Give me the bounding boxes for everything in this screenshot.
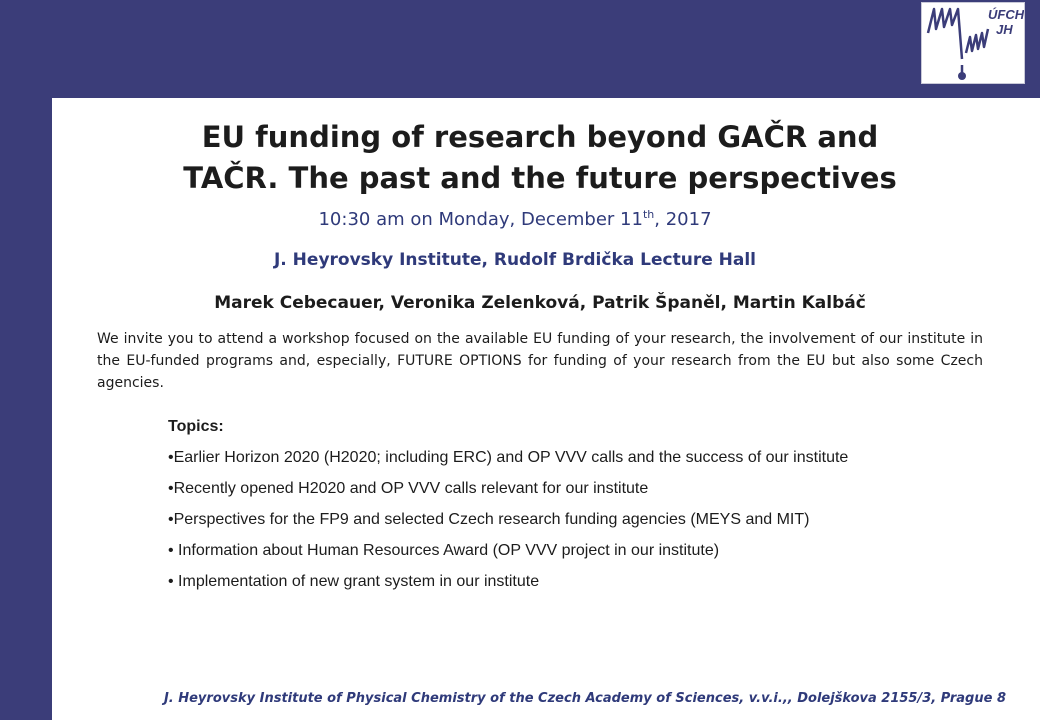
- topic-item: •Perspectives for the FP9 and selected Czech research funding agencies (MEYS and MIT): [168, 511, 810, 528]
- intro-paragraph: We invite you to attend a workshop focused on the available EU funding of your research, the involvement of our institute in the EU-funded programs and, especially, FUTURE OPTIONS for funding of your research from the EU but also some Czech agencies.: [97, 331, 983, 391]
- topic-item: •Earlier Horizon 2020 (H2020; including ERC) and OP VVV calls and the success of our institute: [168, 449, 849, 466]
- event-time-sup: th: [642, 208, 655, 221]
- side-band: [0, 0, 52, 720]
- topic-item: • Implementation of new grant system in our institute: [168, 573, 540, 590]
- title-line-2: TAČR. The past and the future perspectives: [183, 161, 897, 195]
- logo-text-bottom: JH: [996, 22, 1013, 37]
- event-time: [230, 208, 800, 230]
- footer-address: J. Heyrovsky Institute of Physical Chemistry of the Czech Academy of Sciences, v.v.i.,, Dolejškova 2155/3, Prague 8: [163, 691, 1006, 706]
- event-venue: J. Heyrovsky Institute, Rudolf Brdička Lecture Hall: [273, 250, 757, 270]
- topic-item: • Information about Human Resources Award (OP VVV project in our institute): [168, 542, 720, 559]
- speakers: Marek Cebecauer, Veronika Zelenková, Patrik Španěl, Martin Kalbáč: [214, 293, 866, 313]
- event-time-year: , 2017: [654, 209, 712, 230]
- topic-item: •Recently opened H2020 and OP VVV calls relevant for our institute: [168, 480, 649, 497]
- logo-mark-icon: [922, 3, 1024, 83]
- event-time-main: 10:30 am on Monday, December 11: [318, 209, 643, 230]
- topics-list: [168, 411, 908, 597]
- header-band: [0, 0, 1040, 98]
- institute-logo: [921, 2, 1025, 84]
- title-line-1: EU funding of research beyond GAČR and: [201, 120, 879, 154]
- topics-heading: Topics:: [168, 418, 224, 435]
- page-title: [150, 117, 930, 199]
- logo-text-top: ÚFCH: [988, 7, 1024, 22]
